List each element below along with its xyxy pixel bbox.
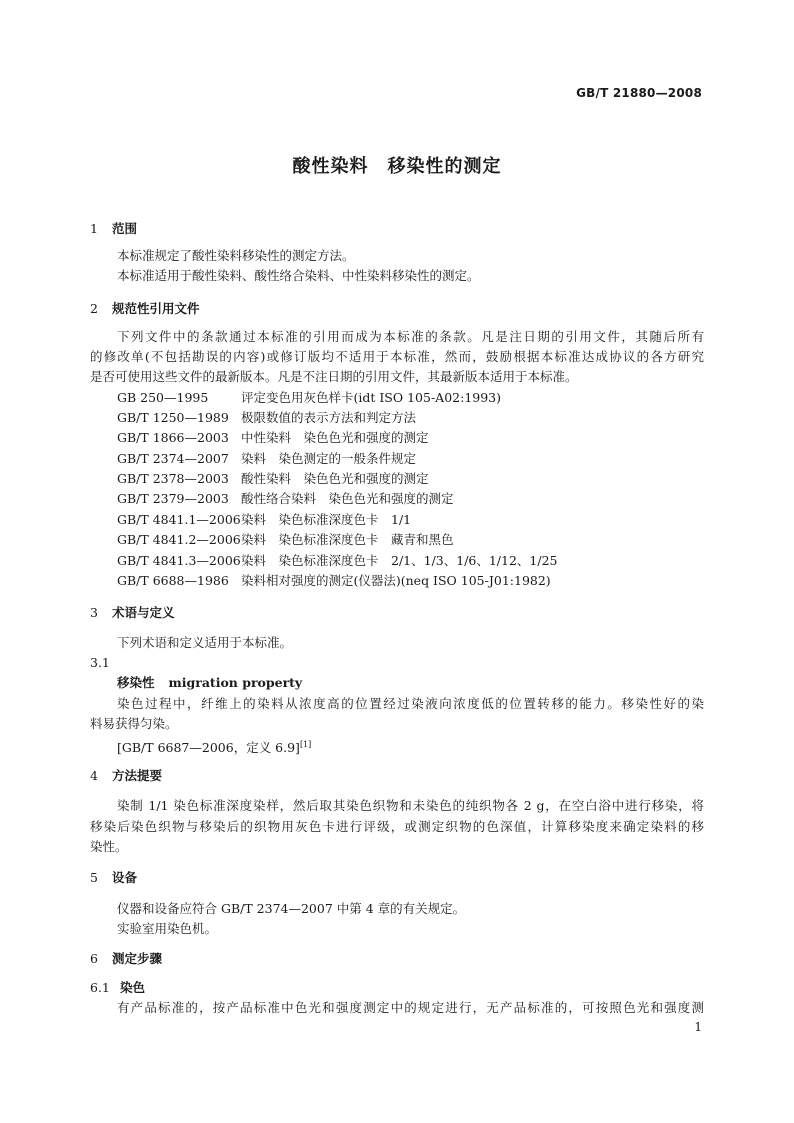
section-title: 规范性引用文件	[112, 301, 200, 316]
paragraph-line: 下列文件中的条款通过本标准的引用而成为本标准的条款。凡是注日期的引用文件，其随后所有	[117, 329, 704, 344]
section-number: 1	[90, 221, 98, 236]
section-title: 设备	[112, 870, 138, 885]
definition-line: 染色过程中，纤维上的染料从浓度高的位置经过染液向浓度低的位置转移的能力。移染性好的染	[117, 696, 704, 711]
section-number: 2	[90, 301, 98, 316]
section-2-heading	[90, 299, 200, 319]
paragraph-line: 仪器和设备应符合 GB/T 2374—2007 中第 4 章的有关规定。	[117, 901, 466, 916]
reference-code: GB/T 1866—2003	[117, 430, 229, 445]
term-entry	[117, 673, 302, 693]
paragraph-line: 染制 1/1 染色标准深度染样，然后取其染色织物和未染色的纯织物各 2 g，在空白浴中进行移染，将	[117, 798, 704, 813]
reference-item	[117, 510, 411, 530]
subsection-6-1-heading	[90, 978, 145, 998]
section-3-heading	[90, 603, 175, 623]
reference-item	[117, 388, 501, 408]
paragraph-line: 有产品标准的，按产品标准中色光和强度测定中的规定进行，无产品标准的，可按照色光和强度测	[117, 1000, 704, 1015]
reference-item	[117, 469, 429, 489]
paragraph-line: 染性。	[90, 839, 128, 854]
definition-source	[117, 735, 311, 758]
page-number: 1	[694, 1020, 702, 1034]
paragraph-line: 的修改单(不包括勘误的内容)或修订版均不适用于本标准，然而，鼓励根据本标准达成协议的各方研究	[90, 349, 704, 364]
reference-code: GB/T 4841.1—2006	[117, 512, 241, 527]
reference-item	[117, 551, 558, 571]
section-1-heading	[90, 219, 137, 239]
reference-title: 酸性染料 染色色光和强度的测定	[241, 471, 429, 486]
definition-line: 料易获得匀染。	[90, 716, 178, 731]
reference-title: 染料 染色测定的一般条件规定	[241, 451, 417, 466]
source-citation: [GB/T 6687—2006，定义 6.9]	[117, 740, 300, 755]
subsection-number: 3.1	[90, 655, 110, 670]
reference-title: 染料 染色标准深度色卡 2/1、1/3、1/6、1/12、1/25	[241, 553, 558, 568]
reference-title: 染料 染色标准深度色卡 藏青和黑色	[241, 532, 454, 547]
section-title: 术语与定义	[112, 605, 175, 620]
paragraph-line: 实验室用染色机。	[117, 921, 218, 936]
reference-code: GB/T 4841.2—2006	[117, 532, 241, 547]
subsection-number: 6.1	[90, 980, 110, 995]
term-chinese: 移染性	[117, 675, 155, 690]
reference-code: GB/T 6688—1986	[117, 573, 229, 588]
section-title: 范围	[112, 221, 138, 236]
section-number: 4	[90, 768, 98, 783]
reference-item	[117, 449, 416, 469]
section-6-heading	[90, 949, 162, 969]
reference-title: 染料 染色标准深度色卡 1/1	[241, 512, 412, 527]
reference-item	[117, 571, 551, 591]
paragraph-line: 是否可使用这些文件的最新版本。凡是不注日期的引用文件，其最新版本适用于本标准。	[90, 369, 578, 384]
term-english: migration property	[168, 675, 303, 690]
section-number: 3	[90, 605, 98, 620]
standard-code: GB/T 21880—2008	[576, 86, 702, 100]
section-5-heading	[90, 868, 137, 888]
paragraph-line: 移染后染色织物与移染后的织物用灰色卡进行评级，或测定织物的色深值，计算移染度来确定染料的移	[90, 819, 704, 834]
paragraph-line: 本标准规定了酸性染料移染性的测定方法。	[117, 248, 355, 263]
reference-title: 染料相对强度的测定(仪器法)(neq ISO 105-J01:1982)	[241, 573, 551, 588]
footnote-marker: [1]	[299, 740, 312, 749]
reference-title: 评定变色用灰色样卡(idt ISO 105-A02:1993)	[241, 390, 502, 405]
reference-item	[117, 489, 454, 509]
section-number: 5	[90, 870, 98, 885]
reference-item	[117, 530, 454, 550]
reference-code: GB/T 1250—1989	[117, 410, 229, 425]
reference-code: GB/T 4841.3—2006	[117, 553, 241, 568]
reference-title: 酸性络合染料 染色色光和强度的测定	[241, 491, 454, 506]
document-title: 酸性染料 移染性的测定	[292, 156, 502, 177]
section-title: 测定步骤	[112, 951, 163, 966]
reference-title: 极限数值的表示方法和判定方法	[241, 410, 417, 425]
reference-code: GB/T 2379—2003	[117, 491, 229, 506]
subsection-title: 染色	[120, 980, 146, 995]
section-4-heading	[90, 766, 162, 786]
reference-title: 中性染料 染色色光和强度的测定	[241, 430, 429, 445]
paragraph-line: 本标准适用于酸性染料、酸性络合染料、中性染料移染性的测定。	[117, 268, 480, 283]
reference-code: GB/T 2378—2003	[117, 471, 229, 486]
section-number: 6	[90, 951, 98, 966]
reference-code: GB/T 2374—2007	[117, 451, 229, 466]
reference-item	[117, 408, 416, 428]
paragraph-line: 下列术语和定义适用于本标准。	[117, 635, 293, 650]
reference-item	[117, 428, 429, 448]
reference-code: GB 250—1995	[117, 390, 209, 405]
section-title: 方法提要	[112, 768, 163, 783]
